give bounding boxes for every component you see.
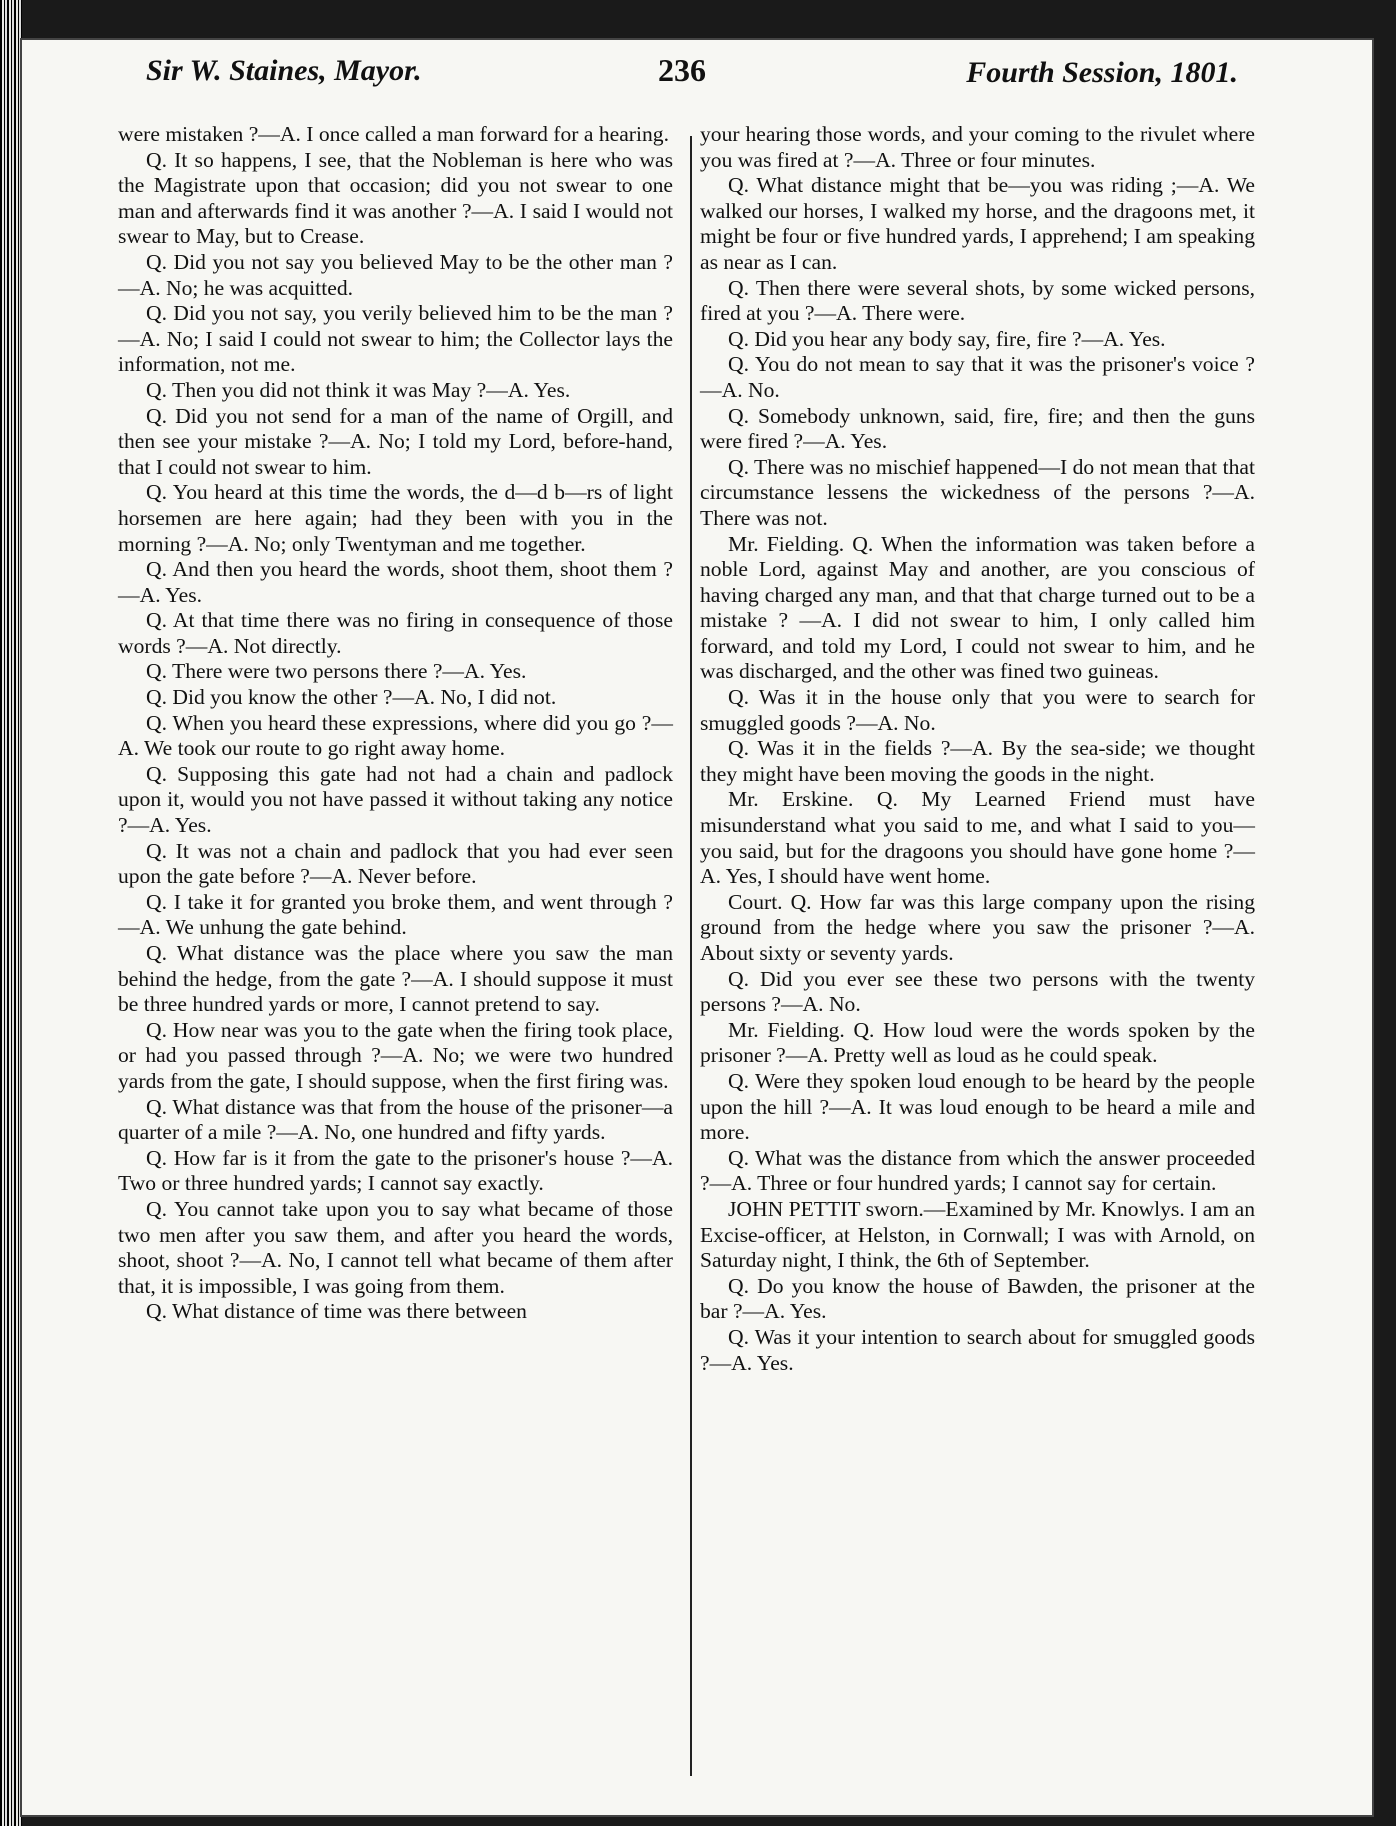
paragraph: Q. Do you know the house of Bawden, the prisoner at the bar ?—A. Yes. bbox=[700, 1273, 1255, 1324]
paragraph: Q. And then you heard the words, shoot them, shoot them ?—A. Yes. bbox=[118, 557, 673, 607]
paragraph: Q. There was no mischief happened—I do not mean that that circumstance lessens the wickedness of the persons ?—A. There was not. bbox=[700, 454, 1255, 530]
paragraph: Q. Was it in the house only that you were to search for smuggled goods ?—A. No. bbox=[700, 685, 1255, 735]
paragraph: Q. How near was you to the gate when the firing took place, or had you passed through ?—A. No; we were two hundred yards from the gate, I should suppose, when the first firing was. bbox=[118, 1017, 673, 1093]
paragraph: Q. Somebody unknown, said, fire, fire; and then the guns were fired ?—A. Yes. bbox=[700, 403, 1255, 454]
paragraph: Q. There were two persons there ?—A. Yes. bbox=[146, 659, 527, 684]
header-right: Fourth Session, 1801. bbox=[966, 56, 1238, 89]
paragraph: Q. Supposing this gate had not had a chain and padlock upon it, would you not have passed it without taking any notice ?—A. Yes. bbox=[118, 761, 673, 838]
paragraph: Q. What distance of time was there between bbox=[146, 1299, 527, 1324]
paragraph: Mr. Fielding. Q. When the information was taken before a noble Lord, against May and another, are you conscious of having charged any man, and that that charge turned out to be a mistake ? —A. I did not swear to him, I only called him forward, and told my Lord, I could not swear to him, and he was discharged, and the other was fined two guineas. bbox=[700, 531, 1255, 684]
paragraph: Q. You do not mean to say that it was the prisoner's voice ?—A. No. bbox=[700, 352, 1255, 402]
paragraph: Q. Did you hear any body say, fire, fire ?—A. Yes. bbox=[728, 326, 1166, 351]
paragraph: Court. Q. How far was this large company upon the rising ground from the hedge where you saw the prisoner ?—A. About sixty or seventy yards. bbox=[700, 889, 1255, 965]
paragraph: Q. I take it for granted you broke them, and went through ?—A. We unhung the gate behind. bbox=[118, 889, 673, 940]
column-divider bbox=[690, 136, 692, 1776]
paragraph: Q. Then there were several shots, by some wicked persons, fired at you ?—A. There were. bbox=[700, 275, 1255, 326]
paragraph: were mistaken ?—A. I once called a man forward for a hearing. bbox=[118, 122, 669, 146]
page-number: 236 bbox=[658, 52, 706, 88]
paragraph: Q. When you heard these expressions, where did you go ?—A. We took our route to go right away home. bbox=[118, 710, 673, 761]
paragraph: Q. Was it your intention to search about for smuggled goods ?—A. Yes. bbox=[700, 1324, 1255, 1375]
paragraph: Q. What distance was the place where you saw the man behind the hedge, from the gate ?—A. I should suppose it must be three hundred yards or more, I cannot pretend to say. bbox=[118, 941, 673, 1017]
paragraph: Q. Then you did not think it was May ?—A. Yes. bbox=[146, 377, 571, 402]
paragraph: Q. Did you not say you believed May to be the other man ?—A. No; he was acquitted. bbox=[118, 249, 673, 300]
paragraph: Mr. Erskine. Q. My Learned Friend must have misunderstand what you said to me, and what I said to you—you said, but for the dragoons you should have gone home ?—A. Yes, I should have went home. bbox=[700, 787, 1255, 889]
paragraph: Q. How far is it from the gate to the prisoner's house ?—A. Two or three hundred yards; I cannot say exactly. bbox=[118, 1145, 673, 1196]
paragraph: Q. What was the distance from which the answer proceeded ?—A. Three or four hundred yards; I cannot say for certain. bbox=[700, 1145, 1255, 1196]
paragraph: Q. It so happens, I see, that the Nobleman is here who was the Magistrate upon that occasion; did you not swear to one man and afterwards find it was another ?—A. I said I would not swear to May, but to Crease. bbox=[118, 147, 673, 249]
paragraph: Q. You cannot take upon you to say what became of those two men after you saw them, and after you heard the words, shoot, shoot ?—A. No, I cannot tell what became of them after that, it is impossible, I was going from them. bbox=[118, 1196, 673, 1298]
page-binding-edge bbox=[0, 0, 22, 1826]
paragraph: JOHN PETTIT sworn.—Examined by Mr. Knowlys. I am an Excise-officer, at Helston, in Cornwall; I was with Arnold, on Saturday night, I think, the 6th of September. bbox=[700, 1196, 1255, 1273]
paragraph: Q. It was not a chain and padlock that you had ever seen upon the gate before ?—A. Never before. bbox=[118, 838, 673, 889]
paragraph: your hearing those words, and your coming to the rivulet where you was fired at ?—A. Three or four minutes. bbox=[700, 122, 1255, 172]
paragraph: Q. What distance was that from the house of the prisoner—a quarter of a mile ?—A. No, one hundred and fifty yards. bbox=[118, 1094, 673, 1145]
left-column bbox=[118, 122, 673, 1325]
paragraph: Q. Did you know the other ?—A. No, I did not. bbox=[146, 685, 557, 710]
paragraph: Q. Were they spoken loud enough to be heard by the people upon the hill ?—A. It was loud enough to be heard a mile and more. bbox=[700, 1068, 1255, 1145]
paragraph: Q. At that time there was no firing in consequence of those words ?—A. Not directly. bbox=[118, 608, 673, 658]
paragraph: Q. Was it in the fields ?—A. By the sea-side; we thought they might have been moving the goods in the night. bbox=[700, 736, 1255, 786]
paragraph: Q. Did you ever see these two persons with the twenty persons ?—A. No. bbox=[700, 966, 1255, 1017]
paragraph: Q. What distance might that be—you was riding ;—A. We walked our horses, I walked my horse, and the dragoons met, it might be four or five hundred yards, I apprehend; I am speaking as near as I can. bbox=[700, 173, 1255, 274]
paragraph: Q. You heard at this time the words, the d—d b—rs of light horsemen are here again; had they been with you in the morning ?—A. No; only Twentyman and me together. bbox=[118, 480, 673, 556]
paragraph: Q. Did you not send for a man of the name of Orgill, and then see your mistake ?—A. No; I told my Lord, before-hand, that I could not swear to him. bbox=[118, 403, 673, 479]
header-left: Sir W. Staines, Mayor. bbox=[146, 54, 422, 87]
paragraph: Q. Did you not say, you verily believed him to be the man ?—A. No; I said I could not swear to him; the Collector lays the information, not me. bbox=[118, 301, 673, 377]
running-header bbox=[118, 40, 1238, 90]
paragraph: Mr. Fielding. Q. How loud were the words spoken by the prisoner ?—A. Pretty well as loud as he could speak. bbox=[700, 1017, 1255, 1068]
right-column bbox=[700, 122, 1255, 1376]
